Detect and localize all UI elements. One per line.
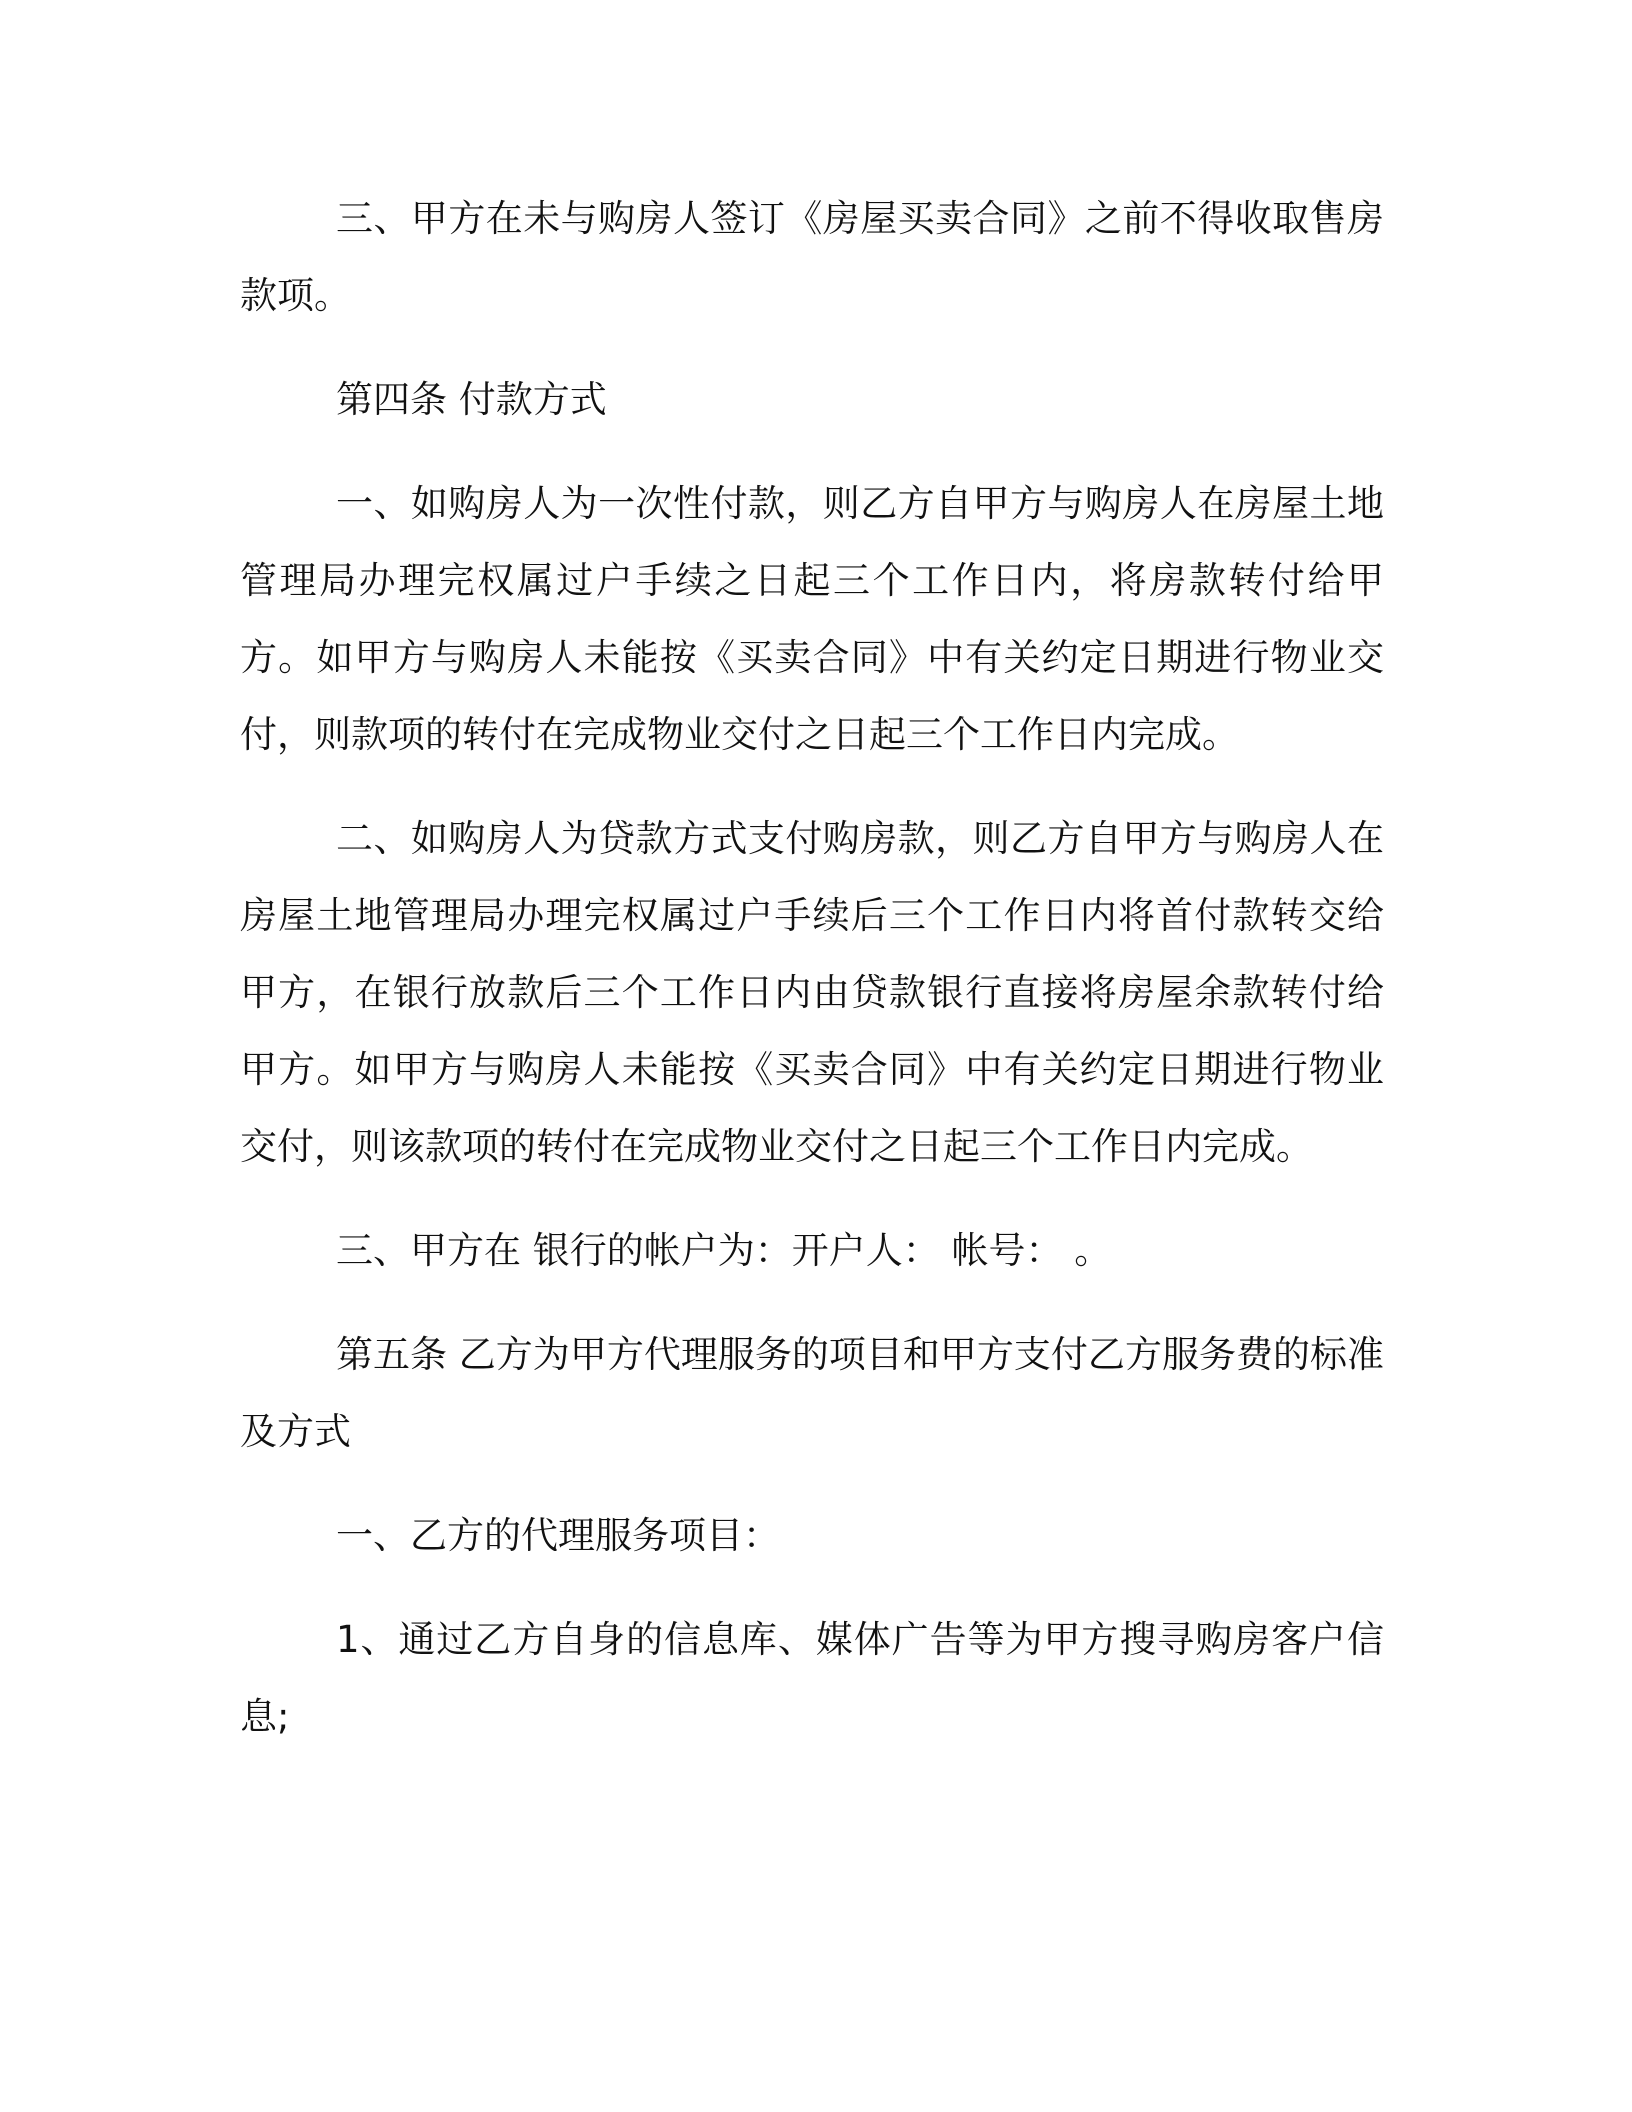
article-5-heading: 第五条 乙方为甲方代理服务的项目和甲方支付乙方服务费的标准及方式 (240, 1333, 1384, 1453)
paragraph-lump-sum-payment: 一、如购房人为一次性付款，则乙方自甲方与购房人在房屋土地管理局办理完权属过户手续之日起三个工作日内，将房款转付给甲方。如甲方与购房人未能按《买卖合同》中有关约定日期进行物业交付，则款项的转付在完成物业交付之日起三个工作日内完成。 (240, 482, 1384, 756)
paragraph-bank-account: 三、甲方在 银行的帐户为：开户人： 帐号： 。 (336, 1229, 1112, 1272)
paragraph-no-prepayment: 三、甲方在未与购房人签订《房屋买卖合同》之前不得收取售房款项。 (240, 197, 1384, 317)
article-4-heading: 第四条 付款方式 (336, 378, 607, 421)
document-body (240, 180, 1384, 1782)
paragraph-service-items: 一、乙方的代理服务项目： (336, 1514, 780, 1557)
paragraph-service-item-1: 1、通过乙方自身的信息库、媒体广告等为甲方搜寻购房客户信息; (240, 1618, 1384, 1738)
paragraph-loan-payment: 二、如购房人为贷款方式支付购房款，则乙方自甲方与购房人在房屋土地管理局办理完权属过户手续后三个工作日内将首付款转交给甲方，在银行放款后三个工作日内由贷款银行直接将房屋余款转付给甲方。如甲方与购房人未能按《买卖合同》中有关约定日期进行物业交付，则该款项的转付在完成物业交付之日起三个工作日内完成。 (240, 817, 1384, 1168)
